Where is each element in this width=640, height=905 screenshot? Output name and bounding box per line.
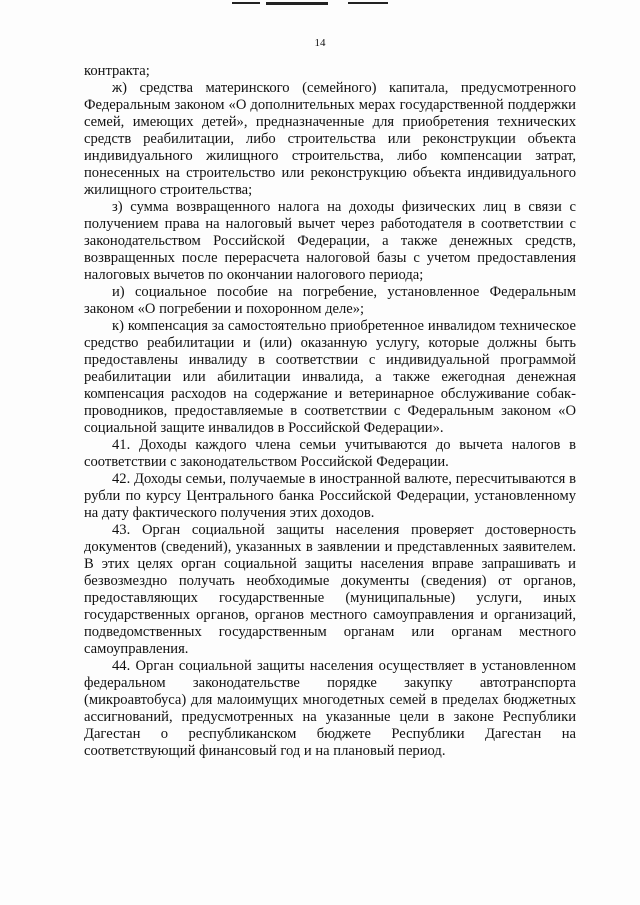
paragraph-item-z: з) сумма возвращенного налога на доходы физических лиц в связи с получением права на налоговый вычет через работодателя в соответствии с законодательством Российской Федерации, а также денежных средств, возвращенных после перерасчета налоговой базы с учетом предоставления налоговых вычетов по окончании налогового периода;: [84, 199, 576, 283]
paragraph-item-zh: ж) средства материнского (семейного) капитала, предусмотренного Федеральным законом «О дополнительных мерах государственной поддержки семей, имеющих детей», предназначенные для приобретения технических средств реабилитации, либо строительства или реконструкции объекта индивидуального жилищного строительства, либо компенсации затрат, понесенных на строительство или реконструкцию объекта индивидуального жилищного строительства;: [84, 80, 576, 198]
paragraph-clause-41: 41. Доходы каждого члена семьи учитываются до вычета налогов в соответствии с законодательством Российской Федерации.: [84, 437, 576, 470]
paragraph-item-k: к) компенсация за самостоятельно приобретенное инвалидом техническое средство реабилитации и (или) оказанную услугу, которые должны быть предоставлены инвалиду в соответствии с индивидуальной программой реабилитации или абилитации инвалида, а также ежегодная денежная компенсация расходов на содержание и ветеринарное обслуживание собак-проводников, предоставляемые в соответствии с Федеральным законом «О социальной защите инвалидов в Российской Федерации».: [84, 318, 576, 436]
paragraph-contract-end: контракта;: [84, 63, 150, 79]
paragraph-item-i: и) социальное пособие на погребение, установленное Федеральным законом «О погребении и похоронном деле»;: [84, 284, 576, 317]
document-body: [84, 63, 576, 760]
page-number: 14: [314, 37, 326, 49]
paragraph-clause-44: 44. Орган социальной защиты населения осуществляет в установленном федеральном законодательстве порядке закупку автотранспорта (микроавтобуса) для малоимущих многодетных семей в пределах бюджетных ассигнований, предусмотренных на указанные цели в законе Республики Дагестан о республиканском бюджете Республики Дагестан на соответствующий финансовый год и на плановый период.: [84, 658, 576, 759]
scan-artifact: [232, 2, 260, 4]
scan-artifact: [348, 2, 388, 4]
paragraph-clause-43: 43. Орган социальной защиты населения проверяет достоверность документов (сведений), указанных в заявлении и представленных заявителем. В этих целях орган социальной защиты населения вправе запрашивать и безвозмездно получать необходимые документы (сведения) от органов, предоставляющих государственные (муниципальные) услуги, иных государственных органов, органов местного самоуправления и организаций, подведомственных государственным органам или органам местного самоуправления.: [84, 522, 576, 657]
scan-artifact: [266, 2, 328, 5]
paragraph-clause-42: 42. Доходы семьи, получаемые в иностранной валюте, пересчитываются в рубли по курсу Центрального банка Российской Федерации, установленному на дату фактического получения этих доходов.: [84, 471, 576, 521]
